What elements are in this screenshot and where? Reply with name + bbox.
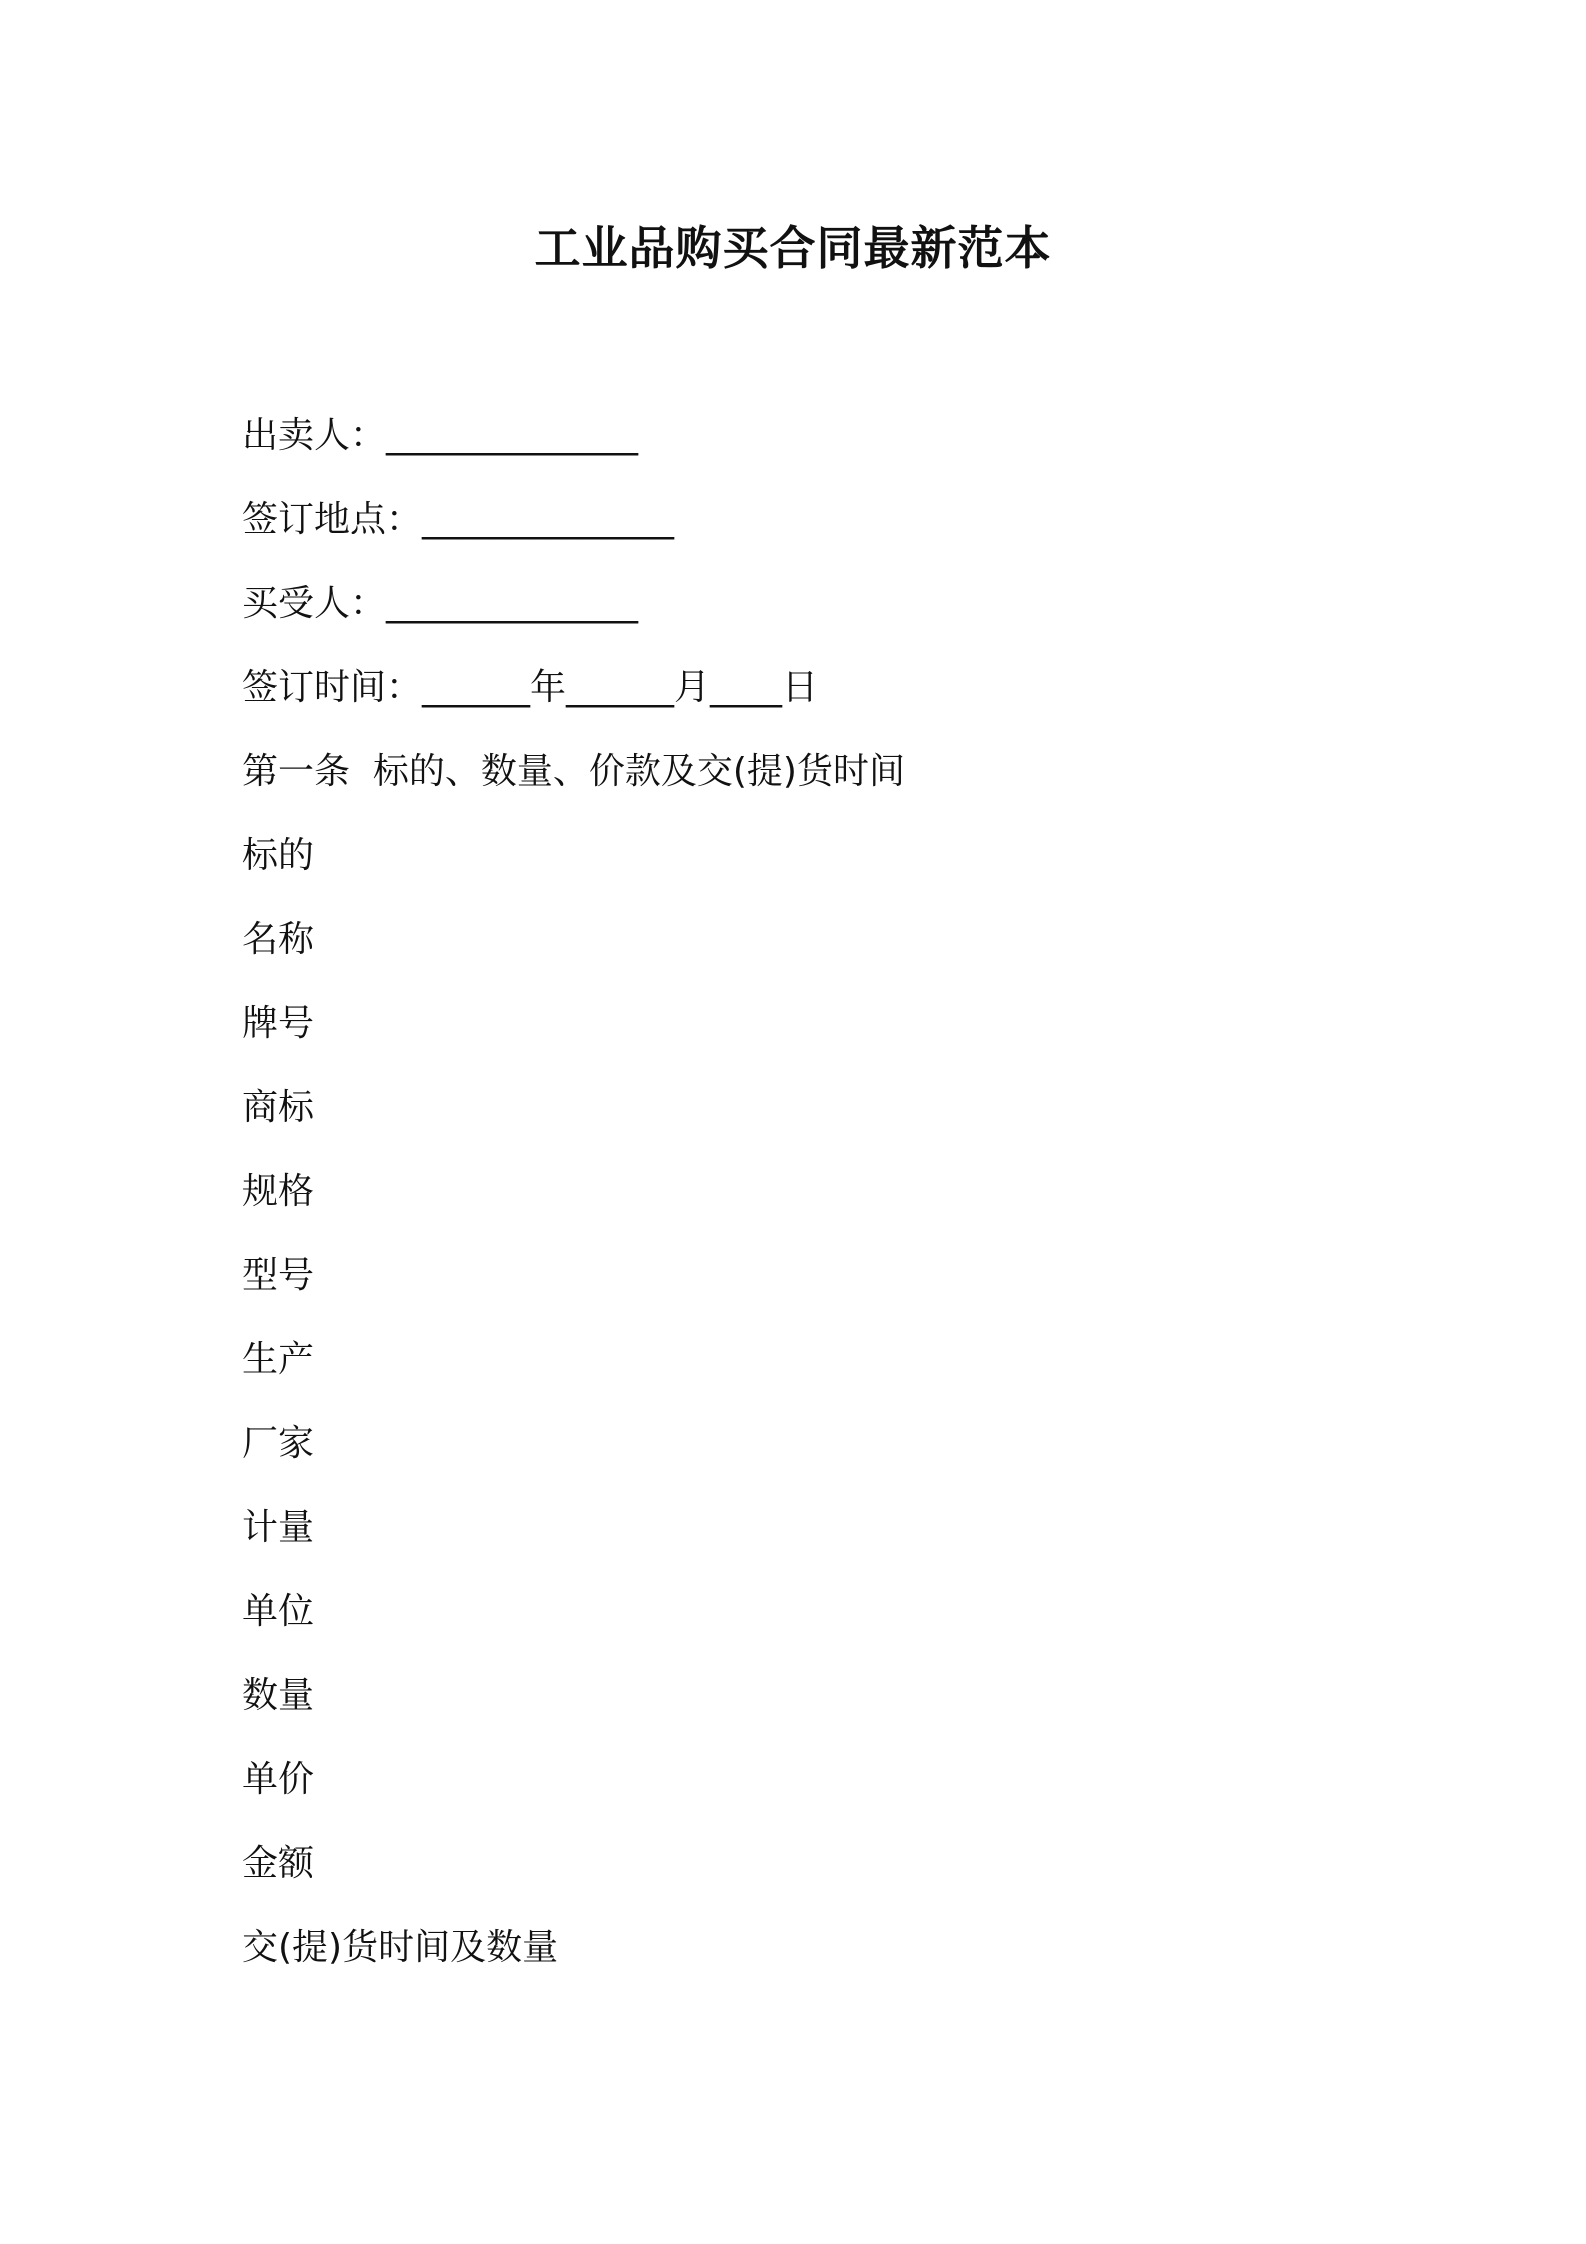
buyer-line: 买受人：______________ <box>242 583 639 624</box>
field-label: 计量 <box>242 1507 315 1548</box>
field-label: 标的 <box>242 835 315 876</box>
field-label: 厂家 <box>242 1423 315 1464</box>
field-label: 规格 <box>242 1171 315 1212</box>
field-label: 型号 <box>242 1255 315 1296</box>
document-body <box>242 408 1342 2004</box>
field-label: 单价 <box>242 1759 315 1800</box>
signing-date-line: 签订时间：______年______月____日 <box>242 667 819 708</box>
field-label: 牌号 <box>242 1003 315 1044</box>
article-one-heading: 第一条 标的、数量、价款及交(提)货时间 <box>242 751 905 792</box>
field-label: 数量 <box>242 1675 315 1716</box>
field-label: 商标 <box>242 1087 315 1128</box>
field-label: 生产 <box>242 1339 315 1380</box>
field-label: 名称 <box>242 919 315 960</box>
seller-line: 出卖人：______________ <box>242 415 639 456</box>
field-label: 单位 <box>242 1591 315 1632</box>
field-label: 金额 <box>242 1843 315 1884</box>
signing-place-line: 签订地点：______________ <box>242 499 675 540</box>
field-label: 交(提)货时间及数量 <box>242 1927 559 1968</box>
document-title: 工业品购买合同最新范本 <box>534 221 1052 275</box>
